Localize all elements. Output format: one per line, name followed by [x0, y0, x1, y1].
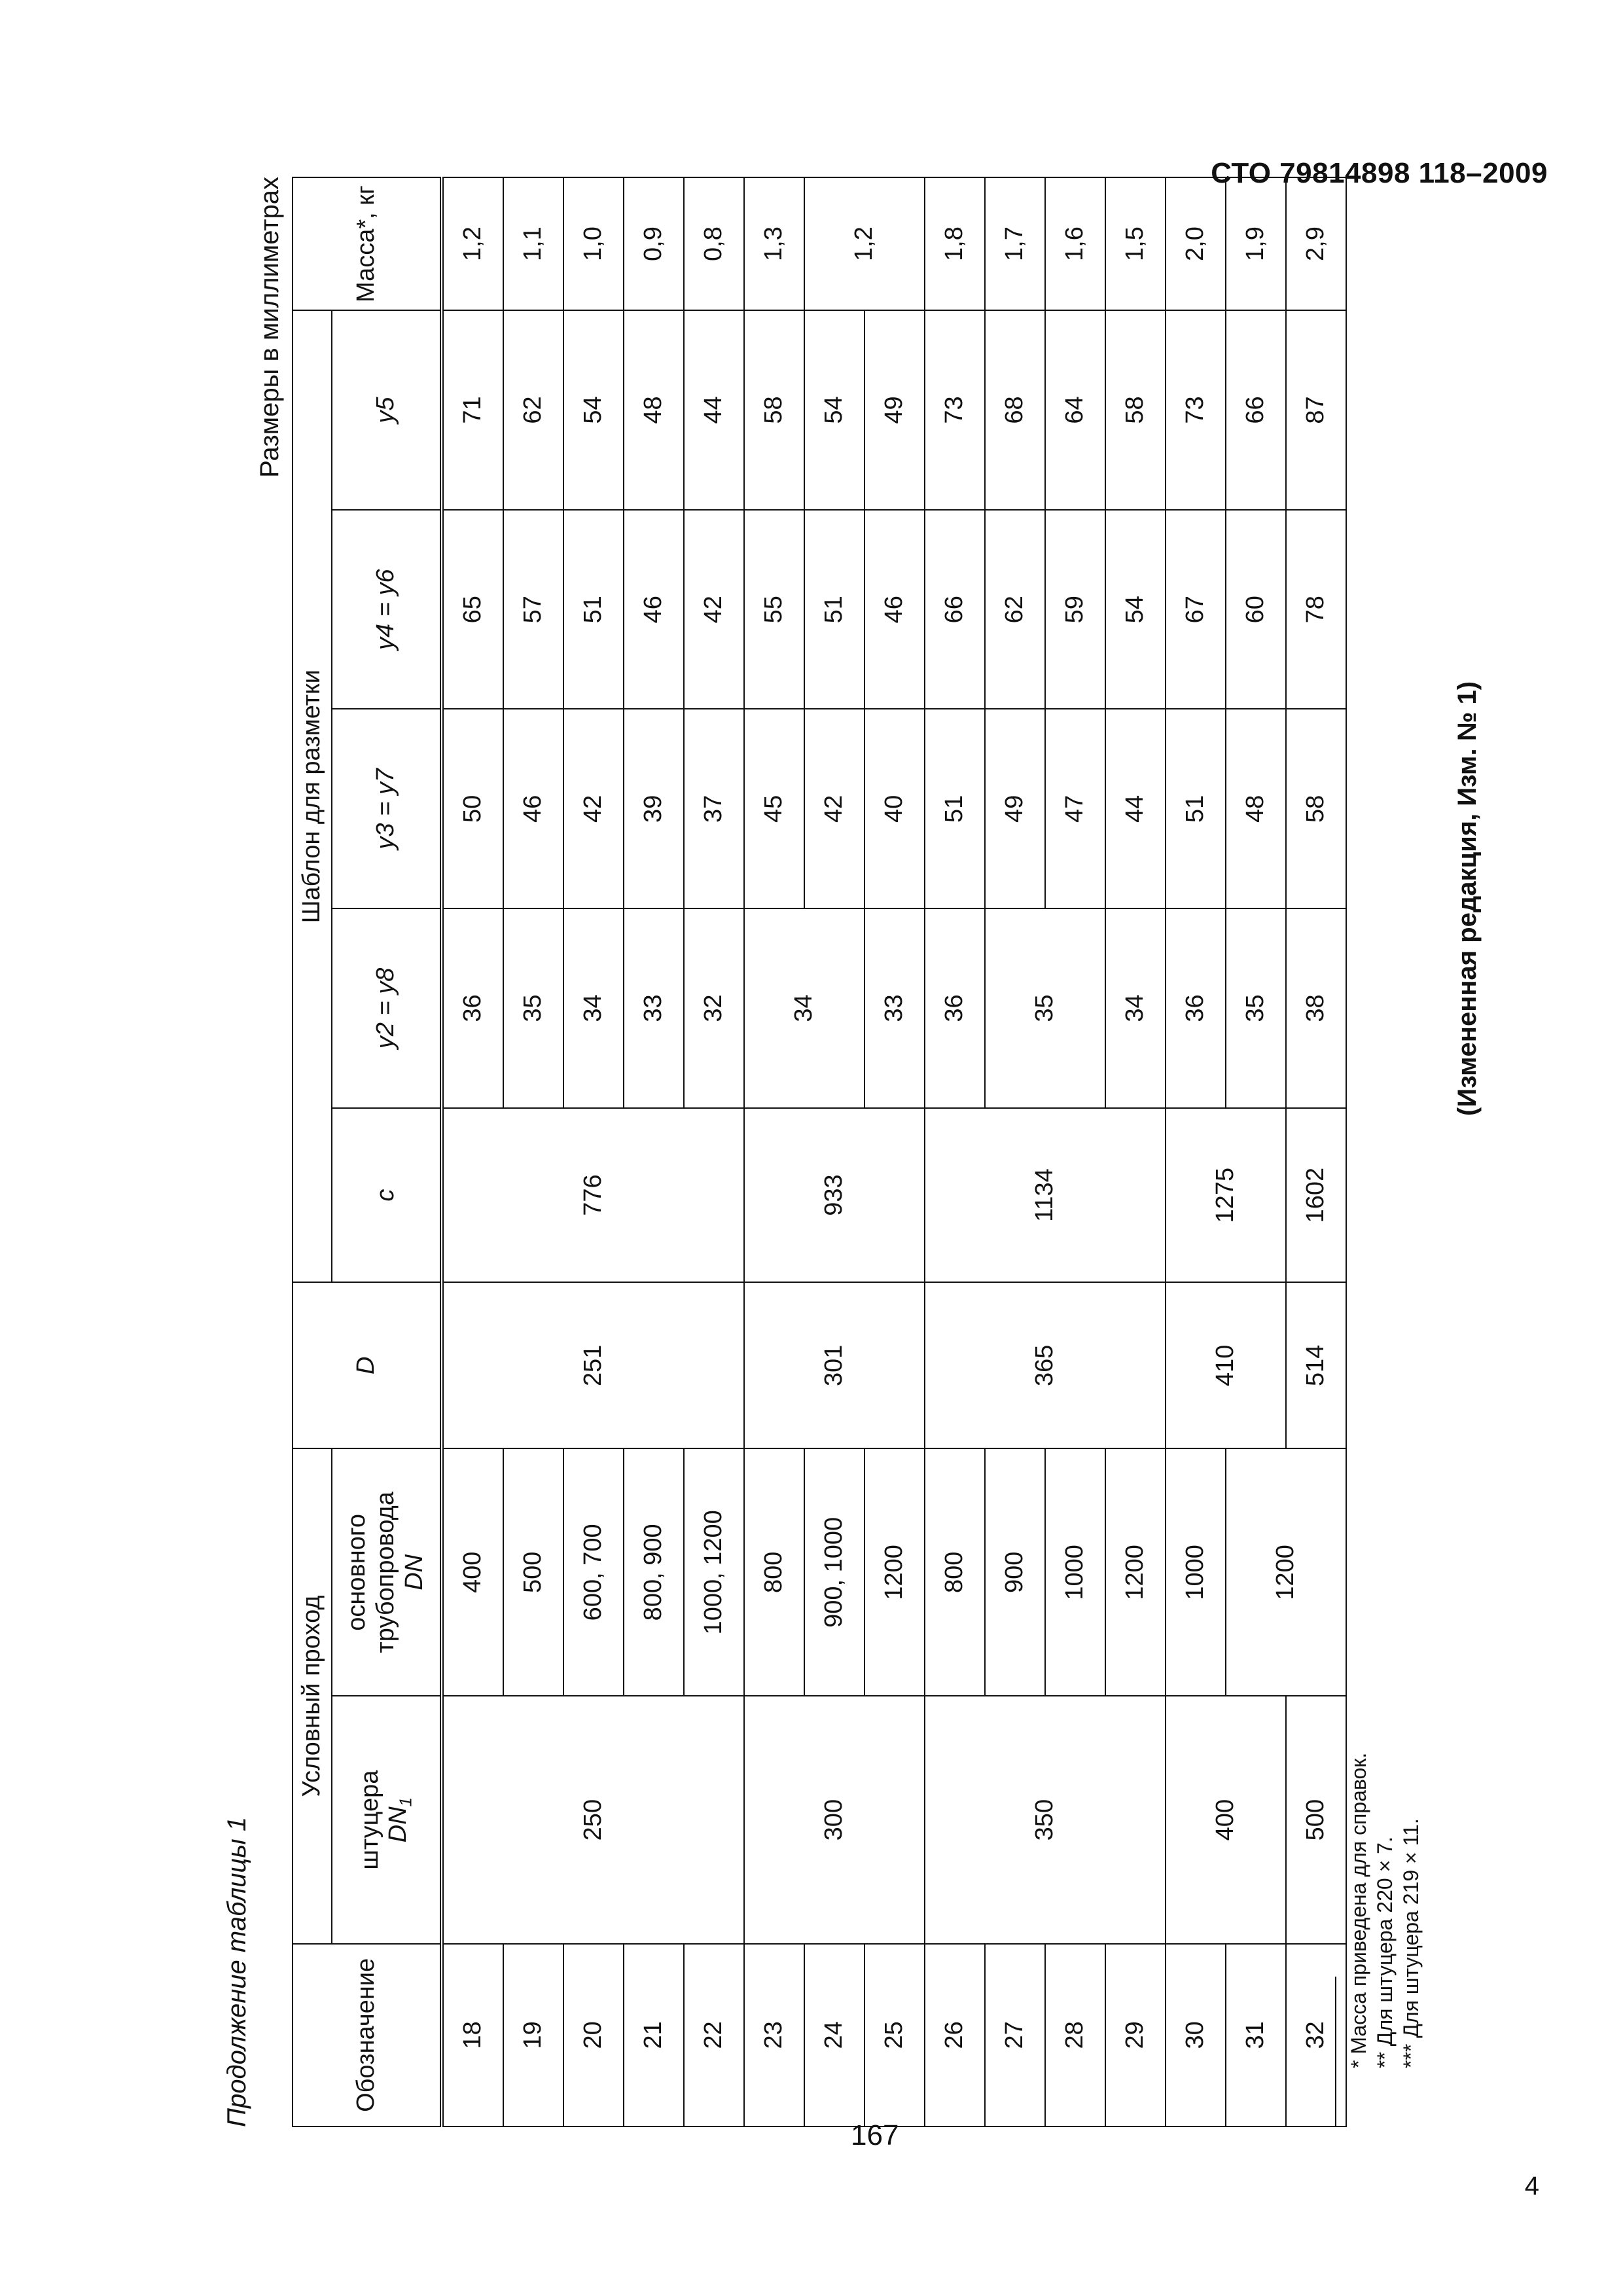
cell-id: 19	[503, 1944, 563, 2126]
cell-id: 26	[925, 1944, 985, 2126]
cell-main: 800, 900	[624, 1448, 684, 1696]
cell-y5: 73	[925, 310, 985, 510]
cell-id: 29	[1105, 1944, 1166, 2126]
cell-y28: 35	[1226, 908, 1286, 1108]
cell-c: 1275	[1166, 1108, 1286, 1283]
table-row	[442, 177, 503, 2126]
cell-y37: 49	[985, 709, 1045, 909]
cell-y37: 47	[1045, 709, 1105, 909]
cell-y46: 66	[925, 510, 985, 709]
cell-y28: 36	[442, 908, 503, 1108]
cell-y46: 62	[985, 510, 1045, 709]
cell-y46: 67	[1166, 510, 1226, 709]
cell-y5: 73	[1166, 310, 1226, 510]
footnotes	[1335, 1753, 1424, 2068]
cell-main: 800	[744, 1448, 804, 1696]
cell-y5: 54	[804, 310, 865, 510]
cell-main: 900, 1000	[804, 1448, 865, 1696]
cell-mass: 1,3	[744, 177, 804, 310]
cell-mass: 0,9	[624, 177, 684, 310]
cell-y28: 32	[684, 908, 744, 1108]
header-y5: y5	[332, 310, 442, 510]
cell-id: 27	[985, 1944, 1045, 2126]
cell-y5: 58	[1105, 310, 1166, 510]
cell-y5: 58	[744, 310, 804, 510]
cell-main: 1200	[1226, 1448, 1346, 1696]
header-nozzle-subscript: 1	[397, 1797, 416, 1807]
header-main-label: основного трубопровода	[343, 1492, 400, 1653]
cell-y46: 59	[1045, 510, 1105, 709]
cell-y28: 34	[1105, 908, 1166, 1108]
cell-D: 251	[442, 1282, 744, 1448]
header-main-pipe	[332, 1448, 442, 1696]
amendment-note: (Измененная редакция, Изм. № 1)	[1453, 681, 1482, 1116]
cell-c: 1134	[925, 1108, 1166, 1283]
header-nozzle-label: штуцера	[355, 1770, 383, 1870]
cell-main: 800	[925, 1448, 985, 1696]
table-row	[1166, 177, 1226, 2126]
header-c: c	[332, 1108, 442, 1283]
cell-y46: 51	[804, 510, 865, 709]
table-row	[925, 177, 985, 2126]
cell-y46: 55	[744, 510, 804, 709]
header-main-symbol: DN	[400, 1554, 428, 1590]
cell-y28: 33	[865, 908, 925, 1108]
table-caption: Продолжение таблицы 1	[223, 1816, 251, 2127]
cell-D: 410	[1166, 1282, 1286, 1448]
cell-y5: 49	[865, 310, 925, 510]
document-code: СТО 79814898 118–2009	[1211, 157, 1548, 189]
cell-y37: 46	[503, 709, 563, 909]
cell-y37: 45	[744, 709, 804, 909]
cell-main: 1200	[865, 1448, 925, 1696]
cell-id: 18	[442, 1944, 503, 2126]
cell-main: 900	[985, 1448, 1045, 1696]
cell-y46: 54	[1105, 510, 1166, 709]
cell-id: 21	[624, 1944, 684, 2126]
cell-y46: 46	[865, 510, 925, 709]
cell-main: 400	[442, 1448, 503, 1696]
cell-mass: 1,7	[985, 177, 1045, 310]
cell-y46: 42	[684, 510, 744, 709]
page-number: 4	[1524, 2172, 1539, 2200]
cell-mass: 1,9	[1226, 177, 1286, 310]
cell-nozzle: 350	[925, 1696, 1166, 1943]
cell-y46: 78	[1286, 510, 1346, 709]
footnote-2: ** Для штуцера 220 × 7.	[1373, 1837, 1397, 2068]
cell-y37: 51	[925, 709, 985, 909]
cell-y5: 64	[1045, 310, 1105, 510]
cell-id: 32	[1286, 1944, 1346, 2126]
cell-y37: 42	[563, 709, 624, 909]
cell-id: 23	[744, 1944, 804, 2126]
cell-y37: 48	[1226, 709, 1286, 909]
cell-main: 500	[503, 1448, 563, 1696]
cell-main: 1000	[1045, 1448, 1105, 1696]
header-nominal-pass: Условный проход	[293, 1448, 332, 1944]
cell-y28: 35	[503, 908, 563, 1108]
cell-mass: 0,8	[684, 177, 744, 310]
cell-y46: 51	[563, 510, 624, 709]
cell-id: 25	[865, 1944, 925, 2126]
cell-y28: 35	[985, 908, 1105, 1108]
cell-y46: 60	[1226, 510, 1286, 709]
header-y2-y8: y2 = y8	[332, 908, 442, 1108]
cell-main: 1000, 1200	[684, 1448, 744, 1696]
cell-D: 301	[744, 1282, 925, 1448]
footnote-rule	[1335, 1977, 1336, 2127]
header-nozzle	[332, 1696, 442, 1943]
cell-nozzle: 250	[442, 1696, 744, 1943]
cell-mass: 1,6	[1045, 177, 1105, 310]
cell-id: 28	[1045, 1944, 1105, 2126]
rotated-table-region	[209, 177, 1544, 2127]
cell-y46: 65	[442, 510, 503, 709]
cell-y37: 42	[804, 709, 865, 909]
cell-y28: 38	[1286, 908, 1346, 1108]
header-designation: Обозначение	[293, 1944, 442, 2126]
header-mass: Масса*, кг	[293, 177, 442, 310]
cell-y5: 48	[624, 310, 684, 510]
cell-y28: 36	[1166, 908, 1226, 1108]
cell-y5: 66	[1226, 310, 1286, 510]
cell-c: 776	[442, 1108, 744, 1283]
cell-nozzle: 500	[1286, 1696, 1346, 1943]
cell-mass: 1,2	[442, 177, 503, 310]
cell-id: 30	[1166, 1944, 1226, 2126]
cell-y37: 58	[1286, 709, 1346, 909]
cell-y5: 68	[985, 310, 1045, 510]
cell-y5: 44	[684, 310, 744, 510]
cell-mass: 1,2	[804, 177, 925, 310]
cell-main: 1200	[1105, 1448, 1166, 1696]
cell-main: 600, 700	[563, 1448, 624, 1696]
cell-id: 22	[684, 1944, 744, 2126]
cell-y28: 36	[925, 908, 985, 1108]
cell-y5: 71	[442, 310, 503, 510]
cell-c: 1602	[1286, 1108, 1346, 1283]
dimensions-table	[292, 177, 1347, 2127]
cell-c: 933	[744, 1108, 925, 1283]
cell-D: 514	[1286, 1282, 1346, 1448]
header-template: Шаблон для разметки	[293, 310, 332, 1282]
cell-y46: 46	[624, 510, 684, 709]
cell-nozzle: 400	[1166, 1696, 1286, 1943]
cell-nozzle: 300	[744, 1696, 925, 1943]
cell-y37: 50	[442, 709, 503, 909]
cell-D: 365	[925, 1282, 1166, 1448]
cell-y37: 39	[624, 709, 684, 909]
inner-page-number: 167	[851, 2119, 899, 2151]
cell-y37: 44	[1105, 709, 1166, 909]
header-y3-y7: y3 = y7	[332, 709, 442, 909]
cell-y37: 51	[1166, 709, 1226, 909]
cell-id: 24	[804, 1944, 865, 2126]
cell-y5: 54	[563, 310, 624, 510]
cell-mass: 1,8	[925, 177, 985, 310]
cell-y28: 34	[563, 908, 624, 1108]
cell-mass: 1,1	[503, 177, 563, 310]
cell-y37: 37	[684, 709, 744, 909]
cell-mass: 2,0	[1166, 177, 1226, 310]
units-note: Размеры в миллиметрах	[255, 177, 284, 478]
header-D: D	[293, 1282, 442, 1448]
footnote-1: * Масса приведена для справок.	[1347, 1752, 1370, 2068]
cell-id: 31	[1226, 1944, 1286, 2126]
cell-mass: 1,5	[1105, 177, 1166, 310]
header-nozzle-symbol: DN	[384, 1806, 412, 1843]
cell-y28: 33	[624, 908, 684, 1108]
cell-y5: 62	[503, 310, 563, 510]
cell-y5: 87	[1286, 310, 1346, 510]
cell-id: 20	[563, 1944, 624, 2126]
header-y4-y6: y4 = y6	[332, 510, 442, 709]
footnote-3: *** Для штуцера 219 × 11.	[1399, 1818, 1423, 2068]
cell-mass: 2,9	[1286, 177, 1346, 310]
cell-main: 1000	[1166, 1448, 1226, 1696]
cell-mass: 1,0	[563, 177, 624, 310]
table-row	[744, 177, 804, 2126]
cell-y28: 34	[744, 908, 865, 1108]
cell-y37: 40	[865, 709, 925, 909]
cell-y46: 57	[503, 510, 563, 709]
